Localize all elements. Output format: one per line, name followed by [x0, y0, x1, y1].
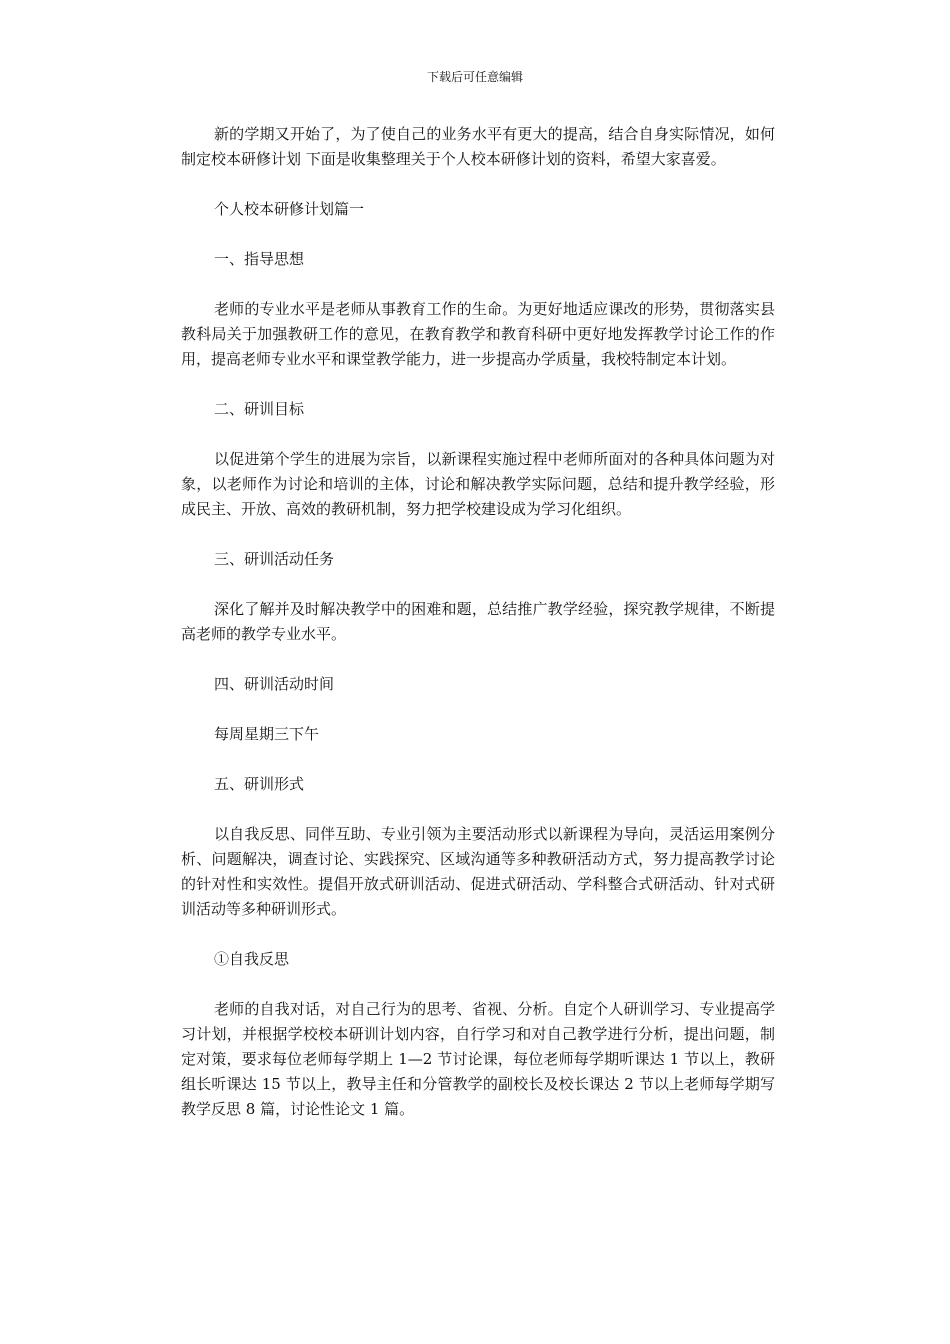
- page-header: 下载后可任意编辑: [426, 70, 523, 84]
- section-heading-3: 三、研训活动任务: [214, 550, 335, 568]
- section-body-3: 深化了解并及时解决教学中的困难和题，总结推广教学经验，探究教学规律，不断提高老师的教学专业水平。: [181, 600, 775, 643]
- plan-title: 个人校本研修计划篇一: [214, 200, 365, 218]
- subsection-heading-1: ①自我反思: [214, 950, 290, 968]
- document-body: [181, 122, 775, 1147]
- section-body-5: 以自我反思、同伴互助、专业引领为主要活动形式以新课程为导向，灵活运用案例分析、问题解决，调查讨论、实践探究、区域沟通等多种教研活动方式，努力提高教学讨论的针对性和实效性。提倡开放式研训活动、促进式研活动、学科整合式研活动、针对式研训活动等多种研训形式。: [181, 825, 775, 918]
- section-body-1: 老师的专业水平是老师从事教育工作的生命。为更好地适应课改的形势，贯彻落实县教科局关于加强教研工作的意见，在教育教学和教育科研中更好地发挥教学讨论工作的作用，提高老师专业水平和课堂教学能力，进一步提高办学质量，我校特制定本计划。: [181, 300, 775, 368]
- subsection-body-1: 老师的自我对话，对自己行为的思考、省视、分析。自定个人研训学习、专业提高学习计划，并根据学校校本研训计划内容，自行学习和对自己教学进行分析，提出问题，制定对策，要求每位老师每学期上 1—2 节讨论课，每位老师每学期听课达 1 节以上，教研组长听课达 15 节以上，教导主任和分管教学的副校长及校长课达 2 节以上老师每学期写教学反思 8 篇，讨论性论文 1 篇。: [181, 1000, 775, 1118]
- section-heading-5: 五、研训形式: [214, 775, 305, 793]
- section-heading-2: 二、研训目标: [214, 400, 305, 418]
- intro-paragraph: 新的学期又开始了，为了使自己的业务水平有更大的提高，结合自身实际情况，如何制定校本研修计划 下面是收集整理关于个人校本研修计划的资料，希望大家喜爱。: [181, 125, 775, 168]
- section-heading-1: 一、指导思想: [214, 250, 305, 268]
- section-body-4: 每周星期三下午: [214, 725, 320, 743]
- section-body-2: 以促进第个学生的进展为宗旨，以新课程实施过程中老师所面对的各种具体问题为对象，以老师作为讨论和培训的主体，讨论和解决教学实际问题，总结和提升教学经验，形成民主、开放、高效的教研机制，努力把学校建设成为学习化组织。: [181, 450, 775, 518]
- section-heading-4: 四、研训活动时间: [214, 675, 335, 693]
